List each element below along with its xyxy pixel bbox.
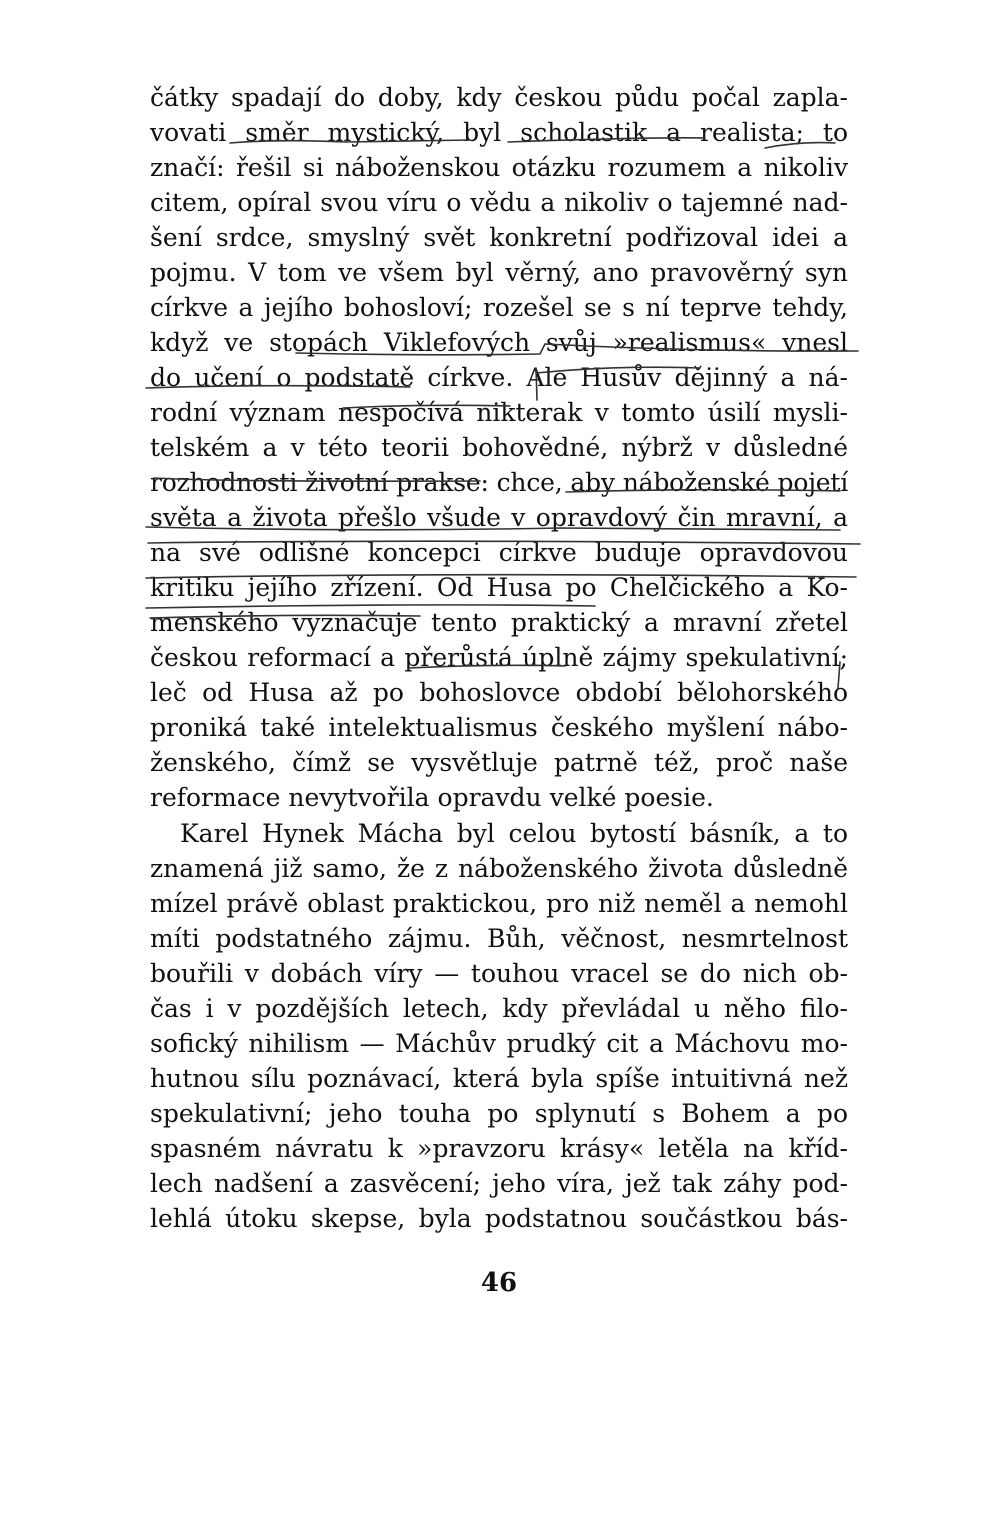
text-line: do učení o podstatě církve. Ale Husův dějinný a ná- — [150, 363, 848, 392]
text-line: rozhodnosti životní prakse: chce, aby náboženské pojetí — [150, 468, 848, 497]
text-line: vovati směr mystický, byl scholastik a realista; to — [150, 118, 848, 147]
text-line: spekulativní; jeho touha po splynutí s Bohem a po — [150, 1099, 848, 1128]
text-line: světa a života přešlo všude v opravdový čin mravní, a — [150, 503, 848, 532]
text-line: když ve stopách Viklefových svůj »realismus« vnesl — [150, 328, 848, 357]
text-line: značí: řešil si náboženskou otázku rozumem a nikoliv — [150, 153, 848, 182]
text-line: na své odlišné koncepci církve buduje opravdovou — [150, 538, 848, 567]
text-line: znamená již samo, že z náboženského života důsledně — [150, 854, 848, 883]
text-line: českou reformací a přerůstá úplně zájmy spekulativní; — [150, 643, 848, 672]
text-line: kritiku jejího zřízení. Od Husa po Chelčického a Ko- — [150, 573, 848, 602]
text-line: čátky spadají do doby, kdy českou půdu počal zapla- — [150, 83, 848, 112]
text-line: leč od Husa až po bohoslovce období bělohorského — [150, 678, 848, 707]
text-line: reformace nevytvořila opravdu velké poesie. — [150, 783, 714, 812]
text-line: menského vyznačuje tento praktický a mravní zřetel — [150, 608, 848, 637]
text-line: lehlá útoku skepse, byla podstatnou součástkou bás- — [150, 1204, 848, 1233]
page-number: 46 — [480, 1268, 518, 1298]
text-line: církve a jejího bohosloví; rozešel se s ní teprve tehdy, — [150, 293, 848, 322]
text-line: šení srdce, smyslný svět konkretní podřizoval idei a — [150, 223, 848, 252]
text-line: proniká také intelektualismus českého myšlení nábo- — [150, 713, 848, 742]
text-line: rodní význam nespočívá nikterak v tomto úsilí mysli- — [150, 398, 848, 427]
text-line: hutnou sílu poznávací, která byla spíše intuitivná než — [150, 1064, 848, 1093]
text-line: mízel právě oblast praktickou, pro niž neměl a nemohl — [150, 889, 848, 918]
text-line: pojmu. V tom ve všem byl věrný, ano pravověrný syn — [150, 258, 848, 287]
text-line: ženského, čímž se vysvětluje patrně též, proč naše — [150, 748, 848, 777]
text-line: čas i v pozdějších letech, kdy převládal u něho filo- — [150, 994, 848, 1023]
text-line: míti podstatného zájmu. Bůh, věčnost, nesmrtelnost — [150, 924, 848, 953]
text-line: telském a v této teorii bohovědné, nýbrž v důsledné — [150, 433, 848, 462]
text-line: sofický nihilism — Máchův prudký cit a Máchovu mo- — [150, 1029, 848, 1058]
text-line: citem, opíral svou víru o vědu a nikoliv o tajemné nad- — [150, 188, 848, 217]
text-line: lech nadšení a zasvěcení; jeho víra, jež tak záhy pod- — [150, 1169, 848, 1198]
text-line: bouřili v dobách víry — touhou vracel se do nich ob- — [150, 959, 848, 988]
text-line: spasném návratu k »pravzoru krásy« letěla na kříd- — [150, 1134, 848, 1163]
text-line: Karel Hynek Mácha byl celou bytostí básník, a to — [180, 819, 848, 848]
